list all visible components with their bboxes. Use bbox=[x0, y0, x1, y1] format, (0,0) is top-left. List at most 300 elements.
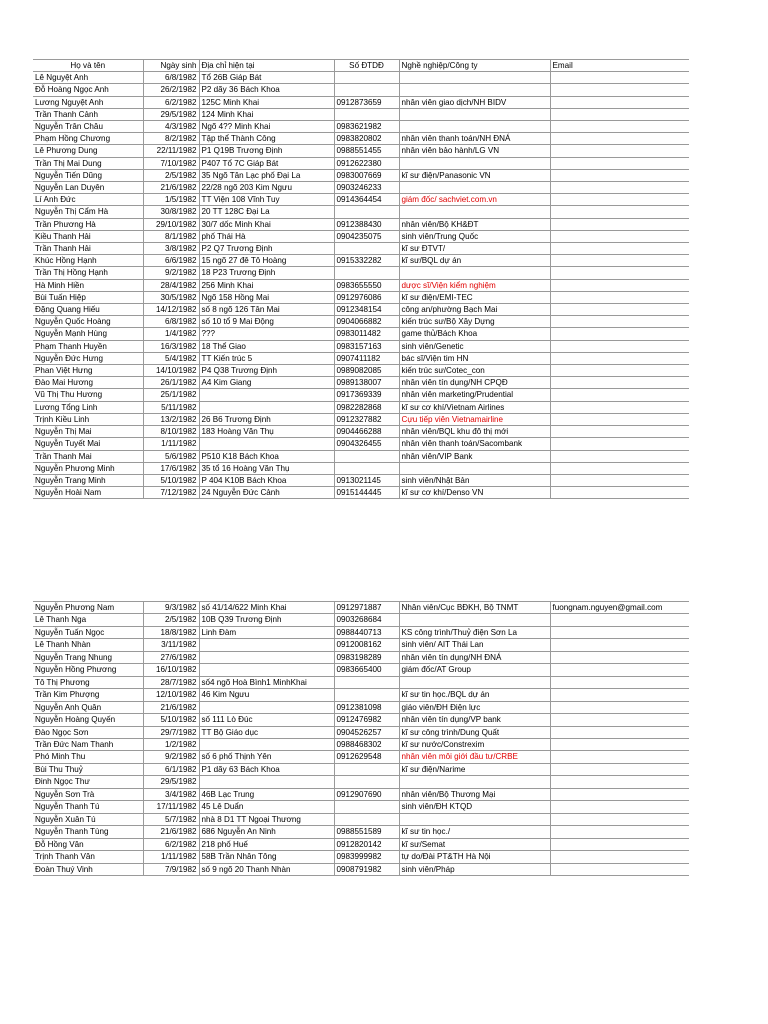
cell-dob: 6/2/1982 bbox=[143, 838, 199, 850]
cell-phone: 0983820802 bbox=[334, 133, 399, 145]
cell-dob: 29/7/1982 bbox=[143, 726, 199, 738]
cell-phone: 0989082085 bbox=[334, 365, 399, 377]
table-row bbox=[33, 316, 689, 328]
cell-email bbox=[550, 84, 689, 96]
cell-name: Lương Tổng Linh bbox=[33, 401, 143, 413]
cell-phone: 0983999982 bbox=[334, 851, 399, 863]
cell-job: KS công trình/Thuỷ điện Sơn La bbox=[399, 626, 550, 638]
table-row bbox=[33, 133, 689, 145]
cell-name: Lê Nguyệt Anh bbox=[33, 72, 143, 84]
cell-job: nhân viên thanh toán/Sacombank bbox=[399, 438, 550, 450]
cell-name: Nguyễn Trân Châu bbox=[33, 121, 143, 133]
cell-name: Hà Minh Hiền bbox=[33, 279, 143, 291]
table-row bbox=[33, 701, 689, 713]
cell-phone: 0989138007 bbox=[334, 377, 399, 389]
cell-dob: 7/9/1982 bbox=[143, 863, 199, 875]
cell-email bbox=[550, 438, 689, 450]
cell-address bbox=[199, 401, 334, 413]
cell-name: Nguyễn Hoài Nam bbox=[33, 487, 143, 499]
cell-name: Nguyễn Trang Nhung bbox=[33, 651, 143, 663]
header-row bbox=[33, 60, 689, 72]
cell-address: 35 tổ 16 Hoàng Văn Thụ bbox=[199, 462, 334, 474]
cell-address bbox=[199, 776, 334, 788]
header-dob: Ngày sinh bbox=[143, 60, 199, 72]
cell-job: game thủ/Bách Khoa bbox=[399, 328, 550, 340]
cell-address: 218 phố Huế bbox=[199, 838, 334, 850]
cell-job bbox=[399, 108, 550, 120]
cell-job: sinh viên/ĐH KTQD bbox=[399, 801, 550, 813]
cell-dob: 18/8/1982 bbox=[143, 626, 199, 638]
cell-job: kĩ sư tin học./ bbox=[399, 826, 550, 838]
cell-phone: 0988551589 bbox=[334, 826, 399, 838]
cell-phone bbox=[334, 108, 399, 120]
cell-address: 686 Nguyễn An Ninh bbox=[199, 826, 334, 838]
cell-name: Nguyễn Quốc Hoàng bbox=[33, 316, 143, 328]
header-address: Địa chỉ hiện tại bbox=[199, 60, 334, 72]
cell-job: nhân viên/VIP Bank bbox=[399, 450, 550, 462]
table-row bbox=[33, 689, 689, 701]
cell-email bbox=[550, 738, 689, 750]
cell-email bbox=[550, 689, 689, 701]
cell-job: nhân viên tín dụng/NH CPQĐ bbox=[399, 377, 550, 389]
cell-email bbox=[550, 751, 689, 763]
table-row bbox=[33, 450, 689, 462]
cell-job bbox=[399, 676, 550, 688]
cell-email bbox=[550, 863, 689, 875]
table-row bbox=[33, 626, 689, 638]
cell-dob: 13/2/1982 bbox=[143, 413, 199, 425]
cell-email bbox=[550, 230, 689, 242]
cell-job: sinh viên/Genetic bbox=[399, 340, 550, 352]
cell-address: 30/7 dốc Minh Khai bbox=[199, 218, 334, 230]
cell-email bbox=[550, 340, 689, 352]
cell-job: Nhân viên/Cục BĐKH, Bộ TNMT bbox=[399, 602, 550, 614]
table-row bbox=[33, 365, 689, 377]
table-row bbox=[33, 352, 689, 364]
cell-dob: 3/4/1982 bbox=[143, 788, 199, 800]
table-row bbox=[33, 328, 689, 340]
cell-dob: 28/4/1982 bbox=[143, 279, 199, 291]
table-row bbox=[33, 751, 689, 763]
cell-email bbox=[550, 651, 689, 663]
cell-phone: 0912820142 bbox=[334, 838, 399, 850]
table-row bbox=[33, 776, 689, 788]
cell-email bbox=[550, 701, 689, 713]
cell-dob: 1/5/1982 bbox=[143, 194, 199, 206]
cell-phone: 0904526257 bbox=[334, 726, 399, 738]
cell-phone: 0912629548 bbox=[334, 751, 399, 763]
cell-dob: 28/7/1982 bbox=[143, 676, 199, 688]
cell-dob: 6/6/1982 bbox=[143, 255, 199, 267]
cell-dob: 5/11/1982 bbox=[143, 401, 199, 413]
cell-job: nhân viên tín dụng/VP bank bbox=[399, 714, 550, 726]
cell-job bbox=[399, 121, 550, 133]
cell-name: Nguyễn Phương Nam bbox=[33, 602, 143, 614]
cell-name: Phạm Thanh Huyền bbox=[33, 340, 143, 352]
table-row bbox=[33, 84, 689, 96]
cell-job bbox=[399, 84, 550, 96]
cell-dob: 8/10/1982 bbox=[143, 426, 199, 438]
cell-address: 18 P23 Trương Định bbox=[199, 267, 334, 279]
cell-address: Ngõ 4?? Minh Khai bbox=[199, 121, 334, 133]
cell-job: nhân viên tín dụng/NH ĐNÁ bbox=[399, 651, 550, 663]
cell-address: P1 Q19B Trương Định bbox=[199, 145, 334, 157]
cell-dob: 29/5/1982 bbox=[143, 108, 199, 120]
cell-address: số 111 Lò Đúc bbox=[199, 714, 334, 726]
cell-job bbox=[399, 776, 550, 788]
cell-address: TT Kiến trúc 5 bbox=[199, 352, 334, 364]
cell-job: sinh viên/Trung Quốc bbox=[399, 230, 550, 242]
table-row bbox=[33, 72, 689, 84]
table-row bbox=[33, 267, 689, 279]
cell-job: kiến trúc sư/Cotec_con bbox=[399, 365, 550, 377]
cell-dob: 5/10/1982 bbox=[143, 474, 199, 486]
cell-dob: 22/11/1982 bbox=[143, 145, 199, 157]
table-row bbox=[33, 194, 689, 206]
cell-email bbox=[550, 474, 689, 486]
cell-phone: 0917369339 bbox=[334, 389, 399, 401]
cell-phone: 0983011482 bbox=[334, 328, 399, 340]
cell-name: Nguyễn Thanh Tùng bbox=[33, 826, 143, 838]
cell-job bbox=[399, 614, 550, 626]
cell-name: Trần Thanh Hải bbox=[33, 243, 143, 255]
cell-phone bbox=[334, 72, 399, 84]
cell-dob: 29/5/1982 bbox=[143, 776, 199, 788]
cell-address: P510 K18 Bách Khoa bbox=[199, 450, 334, 462]
cell-email bbox=[550, 121, 689, 133]
cell-email bbox=[550, 462, 689, 474]
cell-dob: 30/8/1982 bbox=[143, 206, 199, 218]
cell-job: giám đốc/ sachviet.com.vn bbox=[399, 194, 550, 206]
cell-address: P1 dãy 63 Bách Khoa bbox=[199, 763, 334, 775]
cell-phone: 0988551455 bbox=[334, 145, 399, 157]
cell-dob: 1/11/1982 bbox=[143, 851, 199, 863]
cell-job: kĩ sư điện/Narime bbox=[399, 763, 550, 775]
cell-phone: 0912388430 bbox=[334, 218, 399, 230]
cell-name: Phan Việt Hưng bbox=[33, 365, 143, 377]
cell-address: số 41/14/622 Minh Khai bbox=[199, 602, 334, 614]
cell-email bbox=[550, 639, 689, 651]
cell-email bbox=[550, 801, 689, 813]
cell-dob: 21/6/1982 bbox=[143, 182, 199, 194]
cell-address bbox=[199, 438, 334, 450]
cell-phone: 0983007669 bbox=[334, 169, 399, 181]
cell-dob: 6/2/1982 bbox=[143, 96, 199, 108]
cell-job: nhân viên thanh toán/NH ĐNÁ bbox=[399, 133, 550, 145]
cell-name: Trần Đức Nam Thanh bbox=[33, 738, 143, 750]
cell-email bbox=[550, 838, 689, 850]
cell-dob: 2/5/1982 bbox=[143, 614, 199, 626]
cell-address: 124 Minh Khai bbox=[199, 108, 334, 120]
cell-job bbox=[399, 462, 550, 474]
cell-phone bbox=[334, 763, 399, 775]
cell-dob: 6/8/1982 bbox=[143, 72, 199, 84]
table-row bbox=[33, 664, 689, 676]
cell-address bbox=[199, 664, 334, 676]
cell-address: 125C Minh Khai bbox=[199, 96, 334, 108]
cell-address: 256 Minh Khai bbox=[199, 279, 334, 291]
cell-email bbox=[550, 243, 689, 255]
cell-dob: 3/8/1982 bbox=[143, 243, 199, 255]
cell-dob: 29/10/1982 bbox=[143, 218, 199, 230]
cell-name: Trần Kim Phượng bbox=[33, 689, 143, 701]
table-row bbox=[33, 614, 689, 626]
cell-name: Trần Phương Hà bbox=[33, 218, 143, 230]
cell-email bbox=[550, 133, 689, 145]
cell-email bbox=[550, 377, 689, 389]
table-row bbox=[33, 279, 689, 291]
cell-dob: 17/11/1982 bbox=[143, 801, 199, 813]
cell-name: Nguyễn Xuân Tú bbox=[33, 813, 143, 825]
cell-address: phố Thái Hà bbox=[199, 230, 334, 242]
cell-job: kĩ sư cơ khí/Vietnam Airlines bbox=[399, 401, 550, 413]
cell-job bbox=[399, 267, 550, 279]
cell-name: Nguyễn Phương Minh bbox=[33, 462, 143, 474]
table-row bbox=[33, 401, 689, 413]
table-row bbox=[33, 157, 689, 169]
cell-address: số 10 tổ 9 Mai Động bbox=[199, 316, 334, 328]
cell-email bbox=[550, 676, 689, 688]
table-row bbox=[33, 145, 689, 157]
cell-name: Đỗ Hoàng Ngọc Anh bbox=[33, 84, 143, 96]
table-row bbox=[33, 389, 689, 401]
cell-email bbox=[550, 169, 689, 181]
cell-job bbox=[399, 813, 550, 825]
cell-email bbox=[550, 401, 689, 413]
cell-name: Lê Thanh Nhàn bbox=[33, 639, 143, 651]
cell-job: công an/phường Bạch Mai bbox=[399, 304, 550, 316]
cell-address: số 6 phố Thịnh Yên bbox=[199, 751, 334, 763]
cell-dob: 14/12/1982 bbox=[143, 304, 199, 316]
table-row bbox=[33, 243, 689, 255]
cell-phone bbox=[334, 776, 399, 788]
cell-job: bác sĩ/Viện tim HN bbox=[399, 352, 550, 364]
table-row bbox=[33, 639, 689, 651]
table-row bbox=[33, 96, 689, 108]
cell-phone bbox=[334, 84, 399, 96]
cell-dob: 4/3/1982 bbox=[143, 121, 199, 133]
cell-phone: 0988440713 bbox=[334, 626, 399, 638]
cell-dob: 7/12/1982 bbox=[143, 487, 199, 499]
cell-dob: 3/11/1982 bbox=[143, 639, 199, 651]
cell-dob: 30/5/1982 bbox=[143, 291, 199, 303]
cell-address: 183 Hoàng Văn Thụ bbox=[199, 426, 334, 438]
cell-phone bbox=[334, 206, 399, 218]
table-row bbox=[33, 255, 689, 267]
cell-phone: 0912348154 bbox=[334, 304, 399, 316]
cell-name: Nguyễn Anh Quân bbox=[33, 701, 143, 713]
cell-job: nhân viên/Bộ KH&ĐT bbox=[399, 218, 550, 230]
cell-phone: 0983655550 bbox=[334, 279, 399, 291]
cell-address: 24 Nguyễn Đức Cảnh bbox=[199, 487, 334, 499]
cell-email bbox=[550, 206, 689, 218]
cell-job: nhân viên/BQL khu đô thị mới bbox=[399, 426, 550, 438]
cell-address: Linh Đàm bbox=[199, 626, 334, 638]
table-row bbox=[33, 206, 689, 218]
table-row bbox=[33, 121, 689, 133]
cell-job: sinh viên/ AIT Thái Lan bbox=[399, 639, 550, 651]
cell-phone: 0915144445 bbox=[334, 487, 399, 499]
cell-phone: 0912622380 bbox=[334, 157, 399, 169]
cell-email[interactable]: fuongnam.nguyen@gmail.com bbox=[550, 602, 689, 614]
cell-dob: 8/2/1982 bbox=[143, 133, 199, 145]
cell-job: nhân viên bảo hành/LG VN bbox=[399, 145, 550, 157]
cell-dob: 17/6/1982 bbox=[143, 462, 199, 474]
contact-table-1 bbox=[33, 59, 689, 499]
cell-email bbox=[550, 389, 689, 401]
table-row bbox=[33, 182, 689, 194]
table-row bbox=[33, 291, 689, 303]
cell-phone: 0904466288 bbox=[334, 426, 399, 438]
cell-address bbox=[199, 738, 334, 750]
table-row bbox=[33, 676, 689, 688]
cell-email bbox=[550, 614, 689, 626]
cell-email bbox=[550, 352, 689, 364]
table-row bbox=[33, 826, 689, 838]
cell-name: Lí Anh Đức bbox=[33, 194, 143, 206]
cell-address: 35 Ngõ Tân Lạc phố Đại La bbox=[199, 169, 334, 181]
cell-job: nhân viên giao dịch/NH BIDV bbox=[399, 96, 550, 108]
cell-address: P 404 K10B Bách Khoa bbox=[199, 474, 334, 486]
cell-dob: 9/3/1982 bbox=[143, 602, 199, 614]
cell-address bbox=[199, 701, 334, 713]
cell-dob: 16/3/1982 bbox=[143, 340, 199, 352]
cell-phone: 0912381098 bbox=[334, 701, 399, 713]
cell-address: P407 Tổ 7C Giáp Bát bbox=[199, 157, 334, 169]
cell-dob: 2/5/1982 bbox=[143, 169, 199, 181]
cell-phone: 0912971887 bbox=[334, 602, 399, 614]
cell-email bbox=[550, 291, 689, 303]
cell-dob: 5/6/1982 bbox=[143, 450, 199, 462]
table-row bbox=[33, 602, 689, 614]
cell-name: Vũ Thị Thu Hương bbox=[33, 389, 143, 401]
cell-name: Lê Phương Dung bbox=[33, 145, 143, 157]
header-phone: Số ĐTDĐ bbox=[334, 60, 399, 72]
cell-name: Nguyễn Sơn Trà bbox=[33, 788, 143, 800]
cell-name: Nguyễn Hồng Phương bbox=[33, 664, 143, 676]
cell-address: P4 Q38 Trương Định bbox=[199, 365, 334, 377]
cell-name: Đặng Quang Hiếu bbox=[33, 304, 143, 316]
cell-address bbox=[199, 651, 334, 663]
cell-email bbox=[550, 487, 689, 499]
cell-email bbox=[550, 157, 689, 169]
table-row bbox=[33, 487, 689, 499]
cell-phone: 0913021145 bbox=[334, 474, 399, 486]
cell-email bbox=[550, 851, 689, 863]
cell-phone bbox=[334, 267, 399, 279]
cell-job bbox=[399, 157, 550, 169]
cell-name: Đinh Ngọc Thư bbox=[33, 776, 143, 788]
cell-name: Khúc Hồng Hạnh bbox=[33, 255, 143, 267]
cell-phone bbox=[334, 801, 399, 813]
table-row bbox=[33, 426, 689, 438]
table-row bbox=[33, 714, 689, 726]
cell-job: nhân viên/Bộ Thương Mại bbox=[399, 788, 550, 800]
cell-job: tự do/Đài PT&TH Hà Nội bbox=[399, 851, 550, 863]
cell-job bbox=[399, 182, 550, 194]
table-row bbox=[33, 230, 689, 242]
table-row bbox=[33, 413, 689, 425]
cell-email bbox=[550, 763, 689, 775]
cell-phone: 0903246233 bbox=[334, 182, 399, 194]
cell-name: Tô Thị Phương bbox=[33, 676, 143, 688]
cell-name: Nguyễn Tuyết Mai bbox=[33, 438, 143, 450]
cell-dob: 9/2/1982 bbox=[143, 267, 199, 279]
cell-phone: 0915332282 bbox=[334, 255, 399, 267]
cell-dob: 5/10/1982 bbox=[143, 714, 199, 726]
cell-address: 20 TT 128C Đại La bbox=[199, 206, 334, 218]
cell-phone: 0903268684 bbox=[334, 614, 399, 626]
cell-address: P2 dãy 36 Bách Khoa bbox=[199, 84, 334, 96]
cell-email bbox=[550, 450, 689, 462]
cell-email bbox=[550, 626, 689, 638]
cell-job: kiến trúc sư/Bộ Xây Dựng bbox=[399, 316, 550, 328]
cell-email bbox=[550, 108, 689, 120]
cell-phone bbox=[334, 676, 399, 688]
cell-name: Trần Thanh Mai bbox=[33, 450, 143, 462]
cell-dob: 27/6/1982 bbox=[143, 651, 199, 663]
cell-address: Tập thể Thành Công bbox=[199, 133, 334, 145]
cell-address: 46 Kim Ngưu bbox=[199, 689, 334, 701]
cell-address: 22/28 ngõ 203 Kim Ngưu bbox=[199, 182, 334, 194]
cell-phone: 0907411182 bbox=[334, 352, 399, 364]
cell-job bbox=[399, 206, 550, 218]
cell-phone bbox=[334, 813, 399, 825]
cell-email bbox=[550, 776, 689, 788]
table-row bbox=[33, 474, 689, 486]
cell-job: kĩ sư/BQL dự án bbox=[399, 255, 550, 267]
cell-phone: 0988468302 bbox=[334, 738, 399, 750]
cell-job: Cựu tiếp viên Vietnamairline bbox=[399, 413, 550, 425]
cell-phone: 0983665400 bbox=[334, 664, 399, 676]
cell-email bbox=[550, 365, 689, 377]
table-row bbox=[33, 838, 689, 850]
cell-job: giám đốc/AT Group bbox=[399, 664, 550, 676]
table-row bbox=[33, 169, 689, 181]
cell-name: Bùi Thu Thuỷ bbox=[33, 763, 143, 775]
cell-dob: 9/2/1982 bbox=[143, 751, 199, 763]
cell-phone: 0912907690 bbox=[334, 788, 399, 800]
cell-dob: 1/4/1982 bbox=[143, 328, 199, 340]
cell-name: Nguyễn Tuấn Ngọc bbox=[33, 626, 143, 638]
cell-email bbox=[550, 726, 689, 738]
cell-job: kĩ sư ĐTVT/ bbox=[399, 243, 550, 255]
cell-job: giáo viên/ĐH Điện lực bbox=[399, 701, 550, 713]
cell-name: Nguyễn Hoàng Quyến bbox=[33, 714, 143, 726]
cell-job: kĩ sư công trình/Dung Quất bbox=[399, 726, 550, 738]
cell-name: Đoàn Thuý Vinh bbox=[33, 863, 143, 875]
cell-address: Ngõ 158 Hồng Mai bbox=[199, 291, 334, 303]
cell-address: 46B Lạc Trung bbox=[199, 788, 334, 800]
cell-email bbox=[550, 328, 689, 340]
cell-job: nhân viên môi giới đầu tư/CRBE bbox=[399, 751, 550, 763]
table-row bbox=[33, 863, 689, 875]
cell-dob: 5/7/1982 bbox=[143, 813, 199, 825]
cell-phone bbox=[334, 450, 399, 462]
cell-name: Trần Thị Hồng Hạnh bbox=[33, 267, 143, 279]
cell-address: A4 Kim Giang bbox=[199, 377, 334, 389]
cell-name: Trần Thanh Cảnh bbox=[33, 108, 143, 120]
cell-job: kĩ sư nước/Constrexim bbox=[399, 738, 550, 750]
cell-name: Nguyễn Thanh Tú bbox=[33, 801, 143, 813]
table-row bbox=[33, 813, 689, 825]
cell-name: Nguyễn Đức Hưng bbox=[33, 352, 143, 364]
cell-dob: 7/10/1982 bbox=[143, 157, 199, 169]
table-row bbox=[33, 788, 689, 800]
cell-email bbox=[550, 72, 689, 84]
cell-name: Lê Thanh Nga bbox=[33, 614, 143, 626]
cell-phone: 0908791982 bbox=[334, 863, 399, 875]
